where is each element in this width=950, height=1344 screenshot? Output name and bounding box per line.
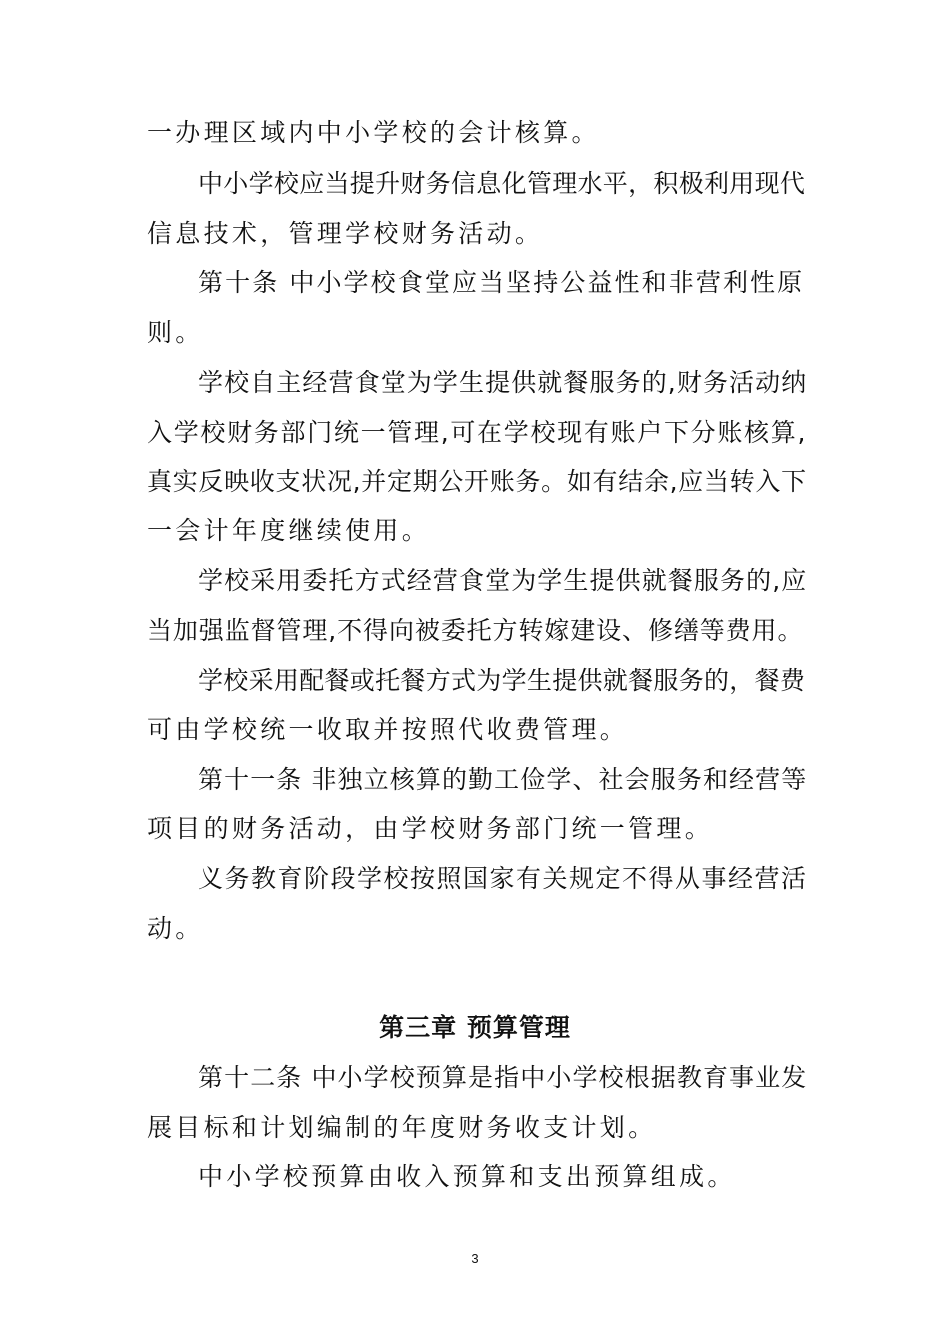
text-line: 一会计年度继续使用。 xyxy=(147,516,431,545)
text-line: 一办理区域内中小学校的会计核算。 xyxy=(147,118,600,147)
text-line: 第十一条 非独立核算的勤工俭学、社会服务和经营等 xyxy=(198,765,808,794)
text-line: 学校采用委托方式经营食堂为学生提供就餐服务的,应 xyxy=(198,566,808,595)
text-line: 信息技术，管理学校财务活动。 xyxy=(147,219,544,248)
text-line: 学校采用配餐或托餐方式为学生提供就餐服务的，餐费 xyxy=(198,666,806,695)
text-line: 中小学校应当提升财务信息化管理水平，积极利用现代 xyxy=(198,169,806,198)
text-line: 义务教育阶段学校按照国家有关规定不得从事经营活 xyxy=(198,864,808,893)
page-number: 3 xyxy=(471,1251,479,1266)
text-line: 项目的财务活动，由学校财务部门统一管理。 xyxy=(147,814,714,843)
text-line: 动。 xyxy=(147,914,204,943)
text-line: 则。 xyxy=(147,318,204,347)
text-line: 展目标和计划编制的年度财务收支计划。 xyxy=(147,1113,657,1142)
text-line: 真实反映收支状况,并定期公开账务。如有结余,应当转入下 xyxy=(147,467,807,496)
text-line: 当加强监督管理,不得向被委托方转嫁建设、修缮等费用。 xyxy=(147,616,804,645)
text-line: 第十二条 中小学校预算是指中小学校根据教育事业发 xyxy=(198,1063,808,1092)
chapter-heading: 第三章 预算管理 xyxy=(379,1013,571,1042)
text-line: 中小学校预算由收入预算和支出预算组成。 xyxy=(198,1162,736,1191)
text-line: 入学校财务部门统一管理,可在学校现有账户下分账核算, xyxy=(147,418,808,447)
text-line: 第十条 中小学校食堂应当坚持公益性和非营利性原 xyxy=(198,268,805,297)
text-line: 可由学校统一收取并按照代收费管理。 xyxy=(147,715,629,744)
text-line: 学校自主经营食堂为学生提供就餐服务的,财务活动纳 xyxy=(198,368,808,397)
